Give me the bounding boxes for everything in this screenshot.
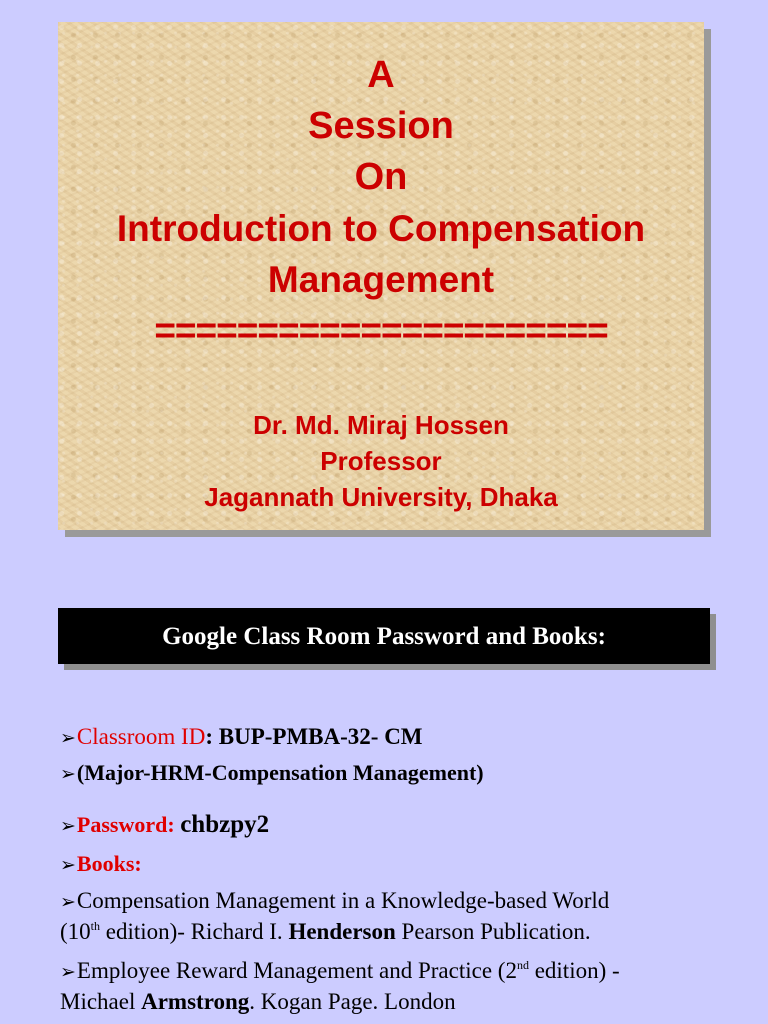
book-1-title: Compensation Management in a Knowledge-based World	[76, 888, 610, 913]
password-value: chbzpy2	[180, 811, 270, 838]
arrow-bullet-icon: ➢	[60, 763, 76, 785]
author-position: Professor	[320, 446, 442, 476]
title-line-topic: Introduction to Compensation	[116, 208, 646, 249]
book-1-publisher: Pearson Publication.	[395, 919, 591, 944]
arrow-bullet-icon: ➢	[60, 961, 76, 983]
title-line-a: A	[367, 54, 395, 96]
author-name: Dr. Md. Miraj Hossen	[253, 410, 509, 440]
book-2-title: Employee Reward Management and Practice (2	[76, 958, 517, 983]
title-slide-card	[58, 22, 704, 530]
books-heading: Books:	[76, 851, 142, 876]
book-1-edition-open: (10	[60, 919, 91, 944]
arrow-bullet-icon: ➢	[60, 854, 76, 876]
book-item-1	[60, 886, 750, 947]
book-1-edition-rest: edition)- Richard I.	[100, 919, 289, 944]
book-1-line-2	[60, 917, 750, 947]
book-2-line-2	[60, 987, 750, 1017]
book-2-edition-rest: edition) -	[528, 958, 620, 983]
bullet-books-heading	[60, 849, 142, 880]
book-2-author-first: Michael	[60, 989, 142, 1014]
bullet-course	[60, 758, 484, 789]
title-line-topic-cont: Management	[267, 259, 495, 300]
title-line-on: On	[354, 156, 408, 198]
title-divider: ======================	[154, 310, 608, 351]
book-1-author: Henderson	[288, 919, 396, 944]
book-2-publisher: . Kogan Page. London	[249, 989, 456, 1014]
arrow-bullet-icon: ➢	[60, 815, 76, 837]
title-line-session: Session	[308, 105, 454, 147]
book-item-2	[60, 956, 750, 1017]
author-institution: Jagannath University, Dhaka	[204, 482, 558, 512]
book-2-author: Armstrong	[141, 989, 250, 1014]
arrow-bullet-icon: ➢	[60, 727, 76, 749]
author-block	[58, 407, 704, 515]
classroom-id-value: BUP-PMBA-32- CM	[218, 724, 423, 749]
book-2-edition-sup: nd	[516, 958, 529, 972]
course-text: (Major-HRM-Compensation Management)	[76, 760, 484, 785]
arrow-bullet-icon: ➢	[60, 891, 76, 913]
section-banner: Google Class Room Password and Books:	[58, 608, 710, 664]
bullet-classroom-id	[60, 722, 423, 753]
book-1-edition-sup: th	[90, 919, 101, 933]
classroom-id-label: Classroom ID	[76, 724, 206, 749]
bullet-password	[60, 810, 269, 841]
book-1-line-1	[60, 886, 750, 917]
password-label: Password:	[76, 812, 181, 837]
classroom-id-separator: :	[205, 724, 219, 749]
book-2-line-1	[60, 956, 750, 987]
slide-title	[58, 50, 704, 356]
